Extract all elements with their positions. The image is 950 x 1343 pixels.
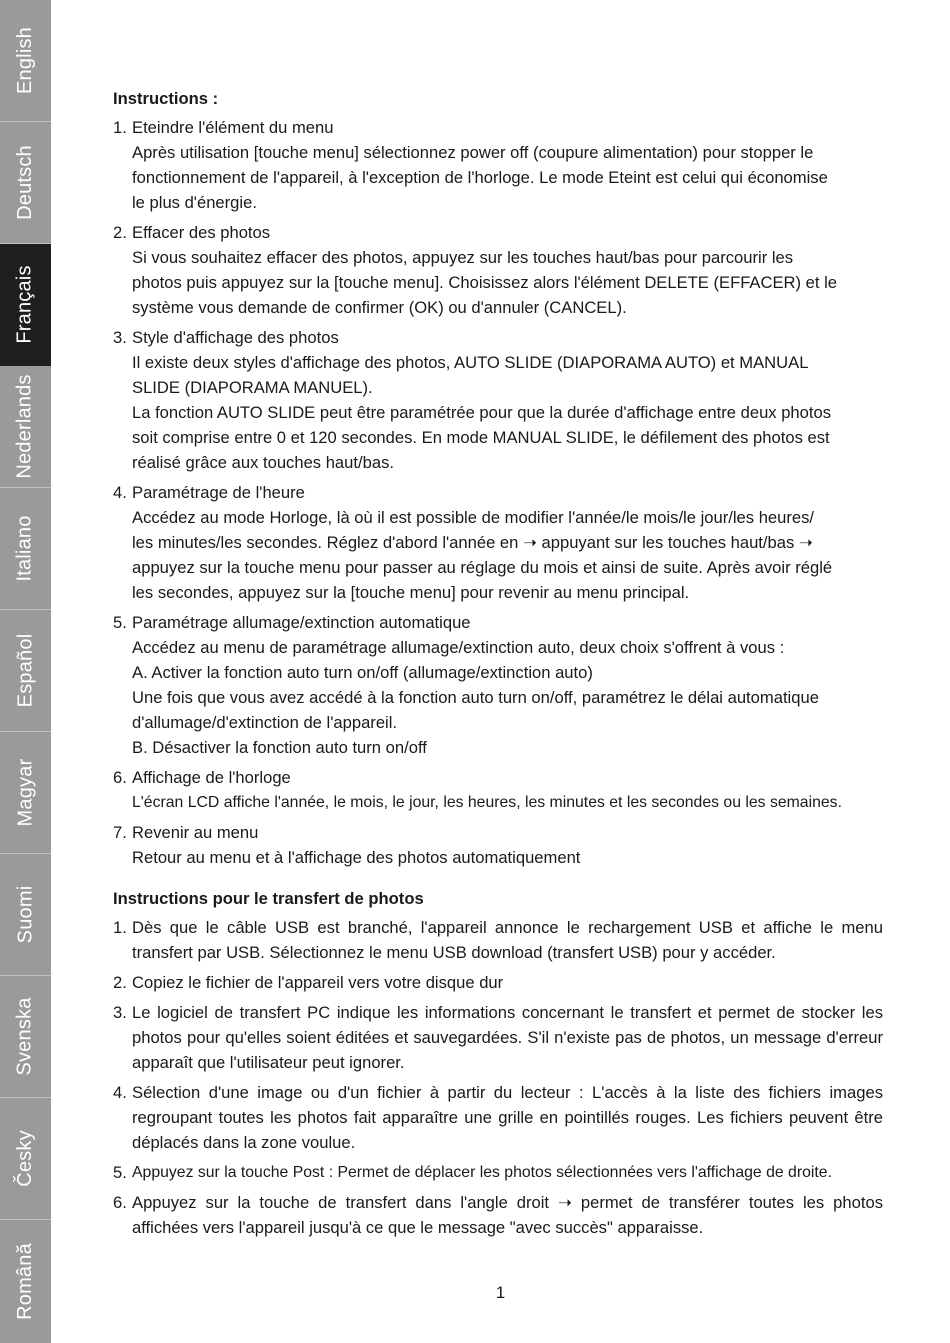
item-number: 4. (113, 1083, 127, 1102)
item-text: Appuyez sur la touche de transfert dans l'angle droit ➝ permet de transférer toutes les photos affichées vers l'appareil jusqu'à ce que le message "avec succès" apparaisse. (132, 1193, 883, 1237)
lang-tab-label: Italiano (14, 515, 36, 582)
lang-tab-label: Français (14, 265, 37, 344)
item-line: SLIDE (DIAPORAMA MANUEL). (132, 378, 373, 397)
item-line: Si vous souhaitez effacer des photos, appuyez sur les touches haut/bas pour parcourir les (132, 248, 794, 267)
item-line: réalisé grâce aux touches haut/bas. (132, 453, 394, 472)
page-number: 1 (495, 1283, 506, 1302)
lang-tab-label: Česky (14, 1130, 37, 1187)
item-line: le plus d'énergie. (132, 193, 257, 212)
item-line: B. Désactiver la fonction auto turn on/off (132, 738, 427, 757)
lang-tab-francais[interactable] (0, 244, 51, 366)
item-number: 2. (113, 973, 127, 992)
item-title: Paramétrage de l'heure (132, 483, 305, 502)
item-line: A. Activer la fonction auto turn on/off (allumage/extinction auto) (132, 663, 593, 682)
item-line: soit comprise entre 0 et 120 secondes. En mode MANUAL SLIDE, le défilement des photos est (132, 428, 830, 447)
item-line: L'écran LCD affiche l'année, le mois, le jour, les heures, les minutes et les secondes ou les semaines. (132, 794, 842, 811)
lang-tab-label: Română (14, 1243, 37, 1320)
item-number: 6. (113, 1193, 127, 1212)
item-line: Une fois que vous avez accédé à la fonction auto turn on/off, paramétrez le délai automatique (132, 688, 819, 707)
lang-tab-label: Español (14, 633, 36, 708)
language-sidebar (0, 0, 51, 1343)
lang-tab-svenska[interactable] (0, 976, 51, 1098)
item-text: Sélection d'une image ou d'un fichier à partir du lecteur : L'accès à la liste des fichiers images regroupant toutes les photos fait apparaître une grille en pointillés rouges. Les fichiers peuvent être déplacés dans la zone voulue. (132, 1083, 883, 1152)
item-title: Affichage de l'horloge (132, 768, 291, 787)
item-number: 3. (113, 328, 127, 347)
instructions-list (113, 115, 883, 870)
item-number: 4. (113, 483, 127, 502)
lang-tab-label: Suomi (14, 885, 37, 944)
item-number: 3. (113, 1003, 127, 1022)
item-number: 7. (113, 823, 127, 842)
item-line: Accédez au mode Horloge, là où il est possible de modifier l'année/le mois/le jour/les heures/ (132, 508, 815, 527)
lang-tab-label: English (14, 27, 36, 94)
item-line: Il existe deux styles d'affichage des photos, AUTO SLIDE (DIAPORAMA AUTO) et MANUAL (132, 353, 809, 372)
item-line: Accédez au menu de paramétrage allumage/extinction auto, deux choix s'offrent à vous : (132, 638, 785, 657)
lang-tab-label: Magyar (14, 758, 37, 827)
list-item (113, 1080, 883, 1155)
transfer-list (113, 915, 883, 1240)
item-number: 1. (113, 118, 127, 137)
list-item (113, 765, 883, 815)
list-item (113, 325, 883, 475)
lang-tab-italiano[interactable] (0, 488, 51, 610)
list-item (113, 970, 883, 995)
lang-tab-label: Deutsch (14, 145, 36, 220)
item-line: appuyez sur la touche menu pour passer au réglage du mois et ainsi de suite. Après avoir réglé (132, 558, 833, 577)
item-line: fonctionnement de l'appareil, à l'exception de l'horloge. Le mode Eteint est celui qui économise (132, 168, 828, 187)
item-line: La fonction AUTO SLIDE peut être paramétrée pour que la durée d'affichage entre deux photos (132, 403, 832, 422)
item-line: les secondes, appuyez sur la [touche menu] pour revenir au menu principal. (132, 583, 690, 602)
item-line: d'allumage/d'extinction de l'appareil. (132, 713, 398, 732)
list-item (113, 610, 883, 760)
item-number: 1. (113, 918, 127, 937)
list-item (113, 220, 883, 320)
lang-tab-nederlands[interactable] (0, 366, 51, 488)
list-item (113, 820, 883, 870)
lang-tab-espanol[interactable] (0, 610, 51, 732)
lang-tab-english[interactable] (0, 0, 51, 122)
item-number: 2. (113, 223, 127, 242)
item-text: Appuyez sur la touche Post : Permet de déplacer les photos sélectionnées vers l'affichage de droite. (132, 1164, 832, 1181)
list-item (113, 1000, 883, 1075)
lang-tab-suomi[interactable] (0, 854, 51, 976)
item-title: Effacer des photos (132, 223, 271, 242)
manual-content (113, 86, 883, 1245)
lang-tab-romana[interactable] (0, 1220, 51, 1343)
item-text: Copiez le fichier de l'appareil vers votre disque dur (132, 973, 504, 992)
item-title: Eteindre l'élément du menu (132, 118, 334, 137)
section-heading-instructions: Instructions : (113, 89, 219, 108)
lang-tab-cesky[interactable] (0, 1098, 51, 1220)
item-text: Le logiciel de transfert PC indique les informations concernant le transfert et permet de stocker les photos pour qu'elles soient éditées et sauvegardées. S'il n'existe pas de photos, un message d'erreur apparaît que l'utilisateur peut ignorer. (132, 1003, 883, 1072)
item-line: Après utilisation [touche menu] sélectionnez power off (coupure alimentation) pour stopper le (132, 143, 814, 162)
item-title: Style d'affichage des photos (132, 328, 339, 347)
lang-tab-deutsch[interactable] (0, 122, 51, 244)
item-line: Retour au menu et à l'affichage des photos automatiquement (132, 848, 581, 867)
lang-tab-label: Svenska (14, 997, 37, 1076)
item-line: système vous demande de confirmer (OK) ou d'annuler (CANCEL). (132, 298, 627, 317)
list-item (113, 1190, 883, 1240)
item-title: Paramétrage allumage/extinction automatique (132, 613, 471, 632)
list-item (113, 115, 883, 215)
item-number: 6. (113, 768, 127, 787)
list-item (113, 1160, 883, 1185)
item-line: les minutes/les secondes. Réglez d'abord l'année en ➝ appuyant sur les touches haut/bas ➝ (132, 533, 813, 552)
item-line: photos puis appuyez sur la [touche menu]. Choisissez alors l'élément DELETE (EFFACER) et le (132, 273, 838, 292)
item-title: Revenir au menu (132, 823, 259, 842)
item-number: 5. (113, 1163, 127, 1182)
list-item (113, 915, 883, 965)
item-text: Dès que le câble USB est branché, l'appareil annonce le rechargement USB et affiche le menu transfert par USB. Sélectionnez le menu USB download (transfert USB) pour y accéder. (132, 918, 883, 962)
section-heading-transfer: Instructions pour le transfert de photos (113, 889, 424, 908)
item-number: 5. (113, 613, 127, 632)
list-item (113, 480, 883, 605)
lang-tab-label: Nederlands (14, 374, 37, 479)
lang-tab-magyar[interactable] (0, 732, 51, 854)
